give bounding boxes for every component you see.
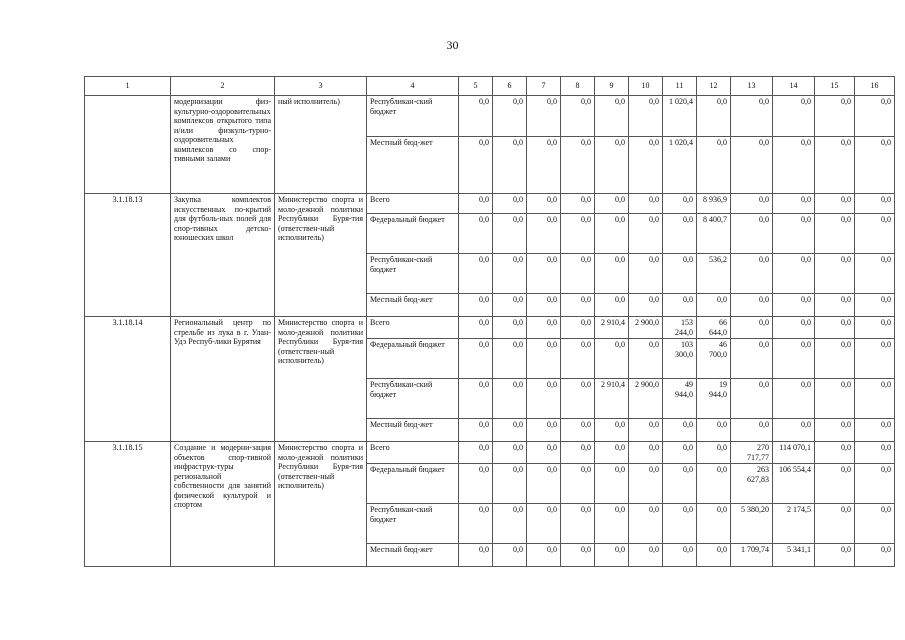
activity-name: Создание и модерни-зация объектов спор-тивной инфраструк-туры региональной собственности для занятий физической культурой и спортом: [171, 442, 275, 567]
value-cell: 0,0: [561, 464, 595, 504]
value-cell: 0,0: [663, 254, 697, 294]
value-cell: 0,0: [629, 194, 663, 214]
value-cell: 0,0: [493, 442, 527, 464]
value-cell: 153 244,0: [663, 317, 697, 339]
value-cell: 0,0: [731, 254, 773, 294]
value-cell: 0,0: [663, 504, 697, 544]
value-cell: 0,0: [731, 96, 773, 137]
header-cell: 9: [595, 77, 629, 96]
value-cell: 0,0: [493, 254, 527, 294]
page-number: 30: [446, 38, 459, 52]
funding-source: Местный бюд-жет: [367, 137, 459, 194]
header-cell: 3: [275, 77, 367, 96]
value-cell: 0,0: [595, 214, 629, 254]
value-cell: 0,0: [527, 504, 561, 544]
value-cell: 0,0: [629, 464, 663, 504]
value-cell: 0,0: [561, 504, 595, 544]
value-cell: 0,0: [561, 442, 595, 464]
value-cell: 0,0: [731, 137, 773, 194]
value-cell: 0,0: [697, 442, 731, 464]
responsible-executor: Министерство спорта и моло-дежной политики Республики Буря-тия (ответствен-ный исполнитель): [275, 317, 367, 442]
value-cell: 0,0: [731, 419, 773, 442]
value-cell: 0,0: [493, 464, 527, 504]
value-cell: 0,0: [459, 339, 493, 379]
value-cell: 0,0: [855, 339, 895, 379]
value-cell: 0,0: [855, 214, 895, 254]
activity-name: Региональный центр по стрельбе из лука в г. Улан-Удэ Респуб-лики Бурятия: [171, 317, 275, 442]
value-cell: 0,0: [527, 317, 561, 339]
value-cell: 0,0: [663, 294, 697, 317]
value-cell: 0,0: [459, 464, 493, 504]
header-cell: 6: [493, 77, 527, 96]
value-cell: 0,0: [595, 339, 629, 379]
value-cell: 0,0: [697, 544, 731, 567]
value-cell: 0,0: [855, 96, 895, 137]
value-cell: 0,0: [527, 544, 561, 567]
value-cell: 0,0: [815, 254, 855, 294]
value-cell: 0,0: [561, 339, 595, 379]
funding-source: Местный бюд-жет: [367, 294, 459, 317]
value-cell: 0,0: [493, 544, 527, 567]
value-cell: 0,0: [493, 194, 527, 214]
value-cell: 0,0: [459, 544, 493, 567]
activity-code: 3.1.18.14: [85, 317, 171, 442]
value-cell: 0,0: [459, 317, 493, 339]
value-cell: 0,0: [815, 294, 855, 317]
funding-source: Местный бюд-жет: [367, 419, 459, 442]
activity-code: [85, 96, 171, 194]
funding-source: Всего: [367, 317, 459, 339]
value-cell: 0,0: [815, 442, 855, 464]
value-cell: 0,0: [855, 294, 895, 317]
value-cell: 0,0: [595, 194, 629, 214]
value-cell: 0,0: [561, 214, 595, 254]
value-cell: 0,0: [629, 294, 663, 317]
value-cell: 0,0: [459, 194, 493, 214]
value-cell: 0,0: [527, 442, 561, 464]
value-cell: 2 900,0: [629, 379, 663, 419]
value-cell: 0,0: [663, 442, 697, 464]
header-cell: 7: [527, 77, 561, 96]
value-cell: 0,0: [663, 464, 697, 504]
value-cell: 0,0: [629, 419, 663, 442]
value-cell: 0,0: [773, 379, 815, 419]
value-cell: 0,0: [815, 214, 855, 254]
funding-source: Всего: [367, 194, 459, 214]
value-cell: 0,0: [815, 96, 855, 137]
value-cell: 0,0: [815, 379, 855, 419]
value-cell: 0,0: [855, 379, 895, 419]
value-cell: 0,0: [561, 419, 595, 442]
funding-source: Федеральный бюджет: [367, 214, 459, 254]
value-cell: 0,0: [697, 294, 731, 317]
value-cell: 0,0: [629, 254, 663, 294]
header-cell: 16: [855, 77, 895, 96]
value-cell: 0,0: [493, 214, 527, 254]
value-cell: 8 400,7: [697, 214, 731, 254]
value-cell: 46 700,0: [697, 339, 731, 379]
value-cell: 0,0: [855, 137, 895, 194]
funding-source: Республикан-ский бюджет: [367, 96, 459, 137]
value-cell: 0,0: [629, 137, 663, 194]
value-cell: 0,0: [629, 442, 663, 464]
header-cell: 13: [731, 77, 773, 96]
value-cell: 0,0: [773, 96, 815, 137]
value-cell: 0,0: [595, 464, 629, 504]
value-cell: 0,0: [493, 379, 527, 419]
value-cell: 0,0: [731, 339, 773, 379]
value-cell: 0,0: [493, 504, 527, 544]
value-cell: 0,0: [815, 339, 855, 379]
value-cell: 0,0: [697, 419, 731, 442]
value-cell: 0,0: [731, 214, 773, 254]
value-cell: 0,0: [697, 137, 731, 194]
value-cell: 0,0: [459, 504, 493, 544]
value-cell: 5 341,1: [773, 544, 815, 567]
table-row: [85, 96, 895, 137]
value-cell: 0,0: [561, 294, 595, 317]
table-row: [85, 194, 895, 214]
value-cell: 66 644,0: [697, 317, 731, 339]
value-cell: 0,0: [527, 254, 561, 294]
value-cell: 0,0: [855, 254, 895, 294]
value-cell: 0,0: [731, 294, 773, 317]
value-cell: 0,0: [697, 96, 731, 137]
value-cell: 0,0: [527, 464, 561, 504]
value-cell: 0,0: [459, 419, 493, 442]
value-cell: 0,0: [663, 214, 697, 254]
value-cell: 0,0: [697, 464, 731, 504]
value-cell: 0,0: [527, 137, 561, 194]
responsible-executor: Министерство спорта и моло-дежной политики Республики Буря-тия (ответствен-ный исполнитель): [275, 442, 367, 567]
header-cell: 11: [663, 77, 697, 96]
value-cell: 0,0: [493, 137, 527, 194]
value-cell: 0,0: [663, 194, 697, 214]
value-cell: 0,0: [815, 137, 855, 194]
value-cell: 0,0: [459, 96, 493, 137]
budget-table: [84, 76, 895, 567]
header-cell: 12: [697, 77, 731, 96]
header-cell: 10: [629, 77, 663, 96]
value-cell: 103 300,0: [663, 339, 697, 379]
value-cell: 0,0: [815, 504, 855, 544]
value-cell: 0,0: [561, 96, 595, 137]
value-cell: 0,0: [493, 339, 527, 379]
value-cell: 1 020,4: [663, 137, 697, 194]
value-cell: 0,0: [629, 214, 663, 254]
value-cell: 0,0: [595, 96, 629, 137]
value-cell: 0,0: [595, 442, 629, 464]
value-cell: 49 944,0: [663, 379, 697, 419]
value-cell: 0,0: [697, 504, 731, 544]
value-cell: 2 910,4: [595, 379, 629, 419]
header-cell: 2: [171, 77, 275, 96]
funding-source: Местный бюд-жет: [367, 544, 459, 567]
value-cell: 0,0: [855, 194, 895, 214]
value-cell: 0,0: [663, 544, 697, 567]
value-cell: 0,0: [459, 379, 493, 419]
value-cell: 0,0: [773, 317, 815, 339]
table-row: [85, 442, 895, 464]
funding-source: Республикан-ский бюджет: [367, 504, 459, 544]
value-cell: 19 944,0: [697, 379, 731, 419]
responsible-executor: ный исполнитель): [275, 96, 367, 194]
value-cell: 270 717,77: [731, 442, 773, 464]
value-cell: 263 627,83: [731, 464, 773, 504]
value-cell: 0,0: [595, 137, 629, 194]
value-cell: 114 070,1: [773, 442, 815, 464]
value-cell: 0,0: [595, 254, 629, 294]
value-cell: 0,0: [527, 419, 561, 442]
funding-source: Федеральный бюджет: [367, 339, 459, 379]
value-cell: 0,0: [595, 504, 629, 544]
value-cell: 0,0: [855, 464, 895, 504]
value-cell: 2 910,4: [595, 317, 629, 339]
responsible-executor: Министерство спорта и моло-дежной политики Республики Буря-тия (ответствен-ный исполнитель): [275, 194, 367, 317]
header-cell: 1: [85, 77, 171, 96]
funding-source: Республикан-ский бюджет: [367, 254, 459, 294]
activity-name: модернизации физ-культурно-оздоровительных комплексов открытого типа и/или физкуль-турно-оздоровительных комплексов со спор-тивными залами: [171, 96, 275, 194]
funding-source: Всего: [367, 442, 459, 464]
value-cell: 0,0: [561, 254, 595, 294]
value-cell: 0,0: [629, 339, 663, 379]
value-cell: 0,0: [595, 294, 629, 317]
value-cell: 0,0: [855, 442, 895, 464]
header-cell: 4: [367, 77, 459, 96]
activity-code: 3.1.18.13: [85, 194, 171, 317]
value-cell: 0,0: [459, 214, 493, 254]
value-cell: 0,0: [855, 504, 895, 544]
header-cell: 5: [459, 77, 493, 96]
value-cell: 0,0: [561, 379, 595, 419]
value-cell: 0,0: [815, 419, 855, 442]
value-cell: 0,0: [561, 194, 595, 214]
value-cell: 0,0: [815, 194, 855, 214]
value-cell: 0,0: [815, 317, 855, 339]
value-cell: 536,2: [697, 254, 731, 294]
value-cell: 0,0: [527, 194, 561, 214]
funding-source: Республикан-ский бюджет: [367, 379, 459, 419]
funding-source: Федеральный бюджет: [367, 464, 459, 504]
value-cell: 0,0: [459, 254, 493, 294]
value-cell: 0,0: [493, 96, 527, 137]
value-cell: 0,0: [527, 96, 561, 137]
value-cell: 0,0: [663, 419, 697, 442]
value-cell: 0,0: [773, 254, 815, 294]
value-cell: 0,0: [629, 96, 663, 137]
value-cell: 0,0: [459, 294, 493, 317]
value-cell: 1 020,4: [663, 96, 697, 137]
value-cell: 0,0: [459, 137, 493, 194]
value-cell: 2 174,5: [773, 504, 815, 544]
value-cell: 0,0: [773, 194, 815, 214]
value-cell: 8 936,9: [697, 194, 731, 214]
value-cell: 0,0: [459, 442, 493, 464]
value-cell: 1 709,74: [731, 544, 773, 567]
value-cell: 0,0: [731, 379, 773, 419]
value-cell: 2 900,0: [629, 317, 663, 339]
value-cell: 0,0: [595, 419, 629, 442]
value-cell: 0,0: [595, 544, 629, 567]
value-cell: 0,0: [561, 544, 595, 567]
table-row: [85, 317, 895, 339]
value-cell: 5 380,20: [731, 504, 773, 544]
value-cell: 0,0: [561, 317, 595, 339]
value-cell: 0,0: [561, 137, 595, 194]
value-cell: 0,0: [493, 294, 527, 317]
value-cell: 0,0: [527, 294, 561, 317]
value-cell: 0,0: [855, 317, 895, 339]
value-cell: 0,0: [493, 317, 527, 339]
value-cell: 106 554,4: [773, 464, 815, 504]
value-cell: 0,0: [731, 317, 773, 339]
activity-name: Закупка комплектов искусственных по-крытий для футболь-ных полей для спор-тивных детско-юношеских школ: [171, 194, 275, 317]
value-cell: 0,0: [527, 214, 561, 254]
value-cell: 0,0: [773, 419, 815, 442]
value-cell: 0,0: [629, 544, 663, 567]
value-cell: 0,0: [773, 294, 815, 317]
header-cell: 8: [561, 77, 595, 96]
value-cell: 0,0: [527, 379, 561, 419]
activity-code: 3.1.18.15: [85, 442, 171, 567]
header-cell: 15: [815, 77, 855, 96]
header-cell: 14: [773, 77, 815, 96]
value-cell: 0,0: [527, 339, 561, 379]
value-cell: 0,0: [815, 464, 855, 504]
value-cell: 0,0: [855, 544, 895, 567]
value-cell: 0,0: [731, 194, 773, 214]
value-cell: 0,0: [493, 419, 527, 442]
value-cell: 0,0: [855, 419, 895, 442]
value-cell: 0,0: [773, 137, 815, 194]
value-cell: 0,0: [773, 339, 815, 379]
value-cell: 0,0: [629, 504, 663, 544]
header-row: [85, 77, 895, 96]
value-cell: 0,0: [773, 214, 815, 254]
value-cell: 0,0: [815, 544, 855, 567]
